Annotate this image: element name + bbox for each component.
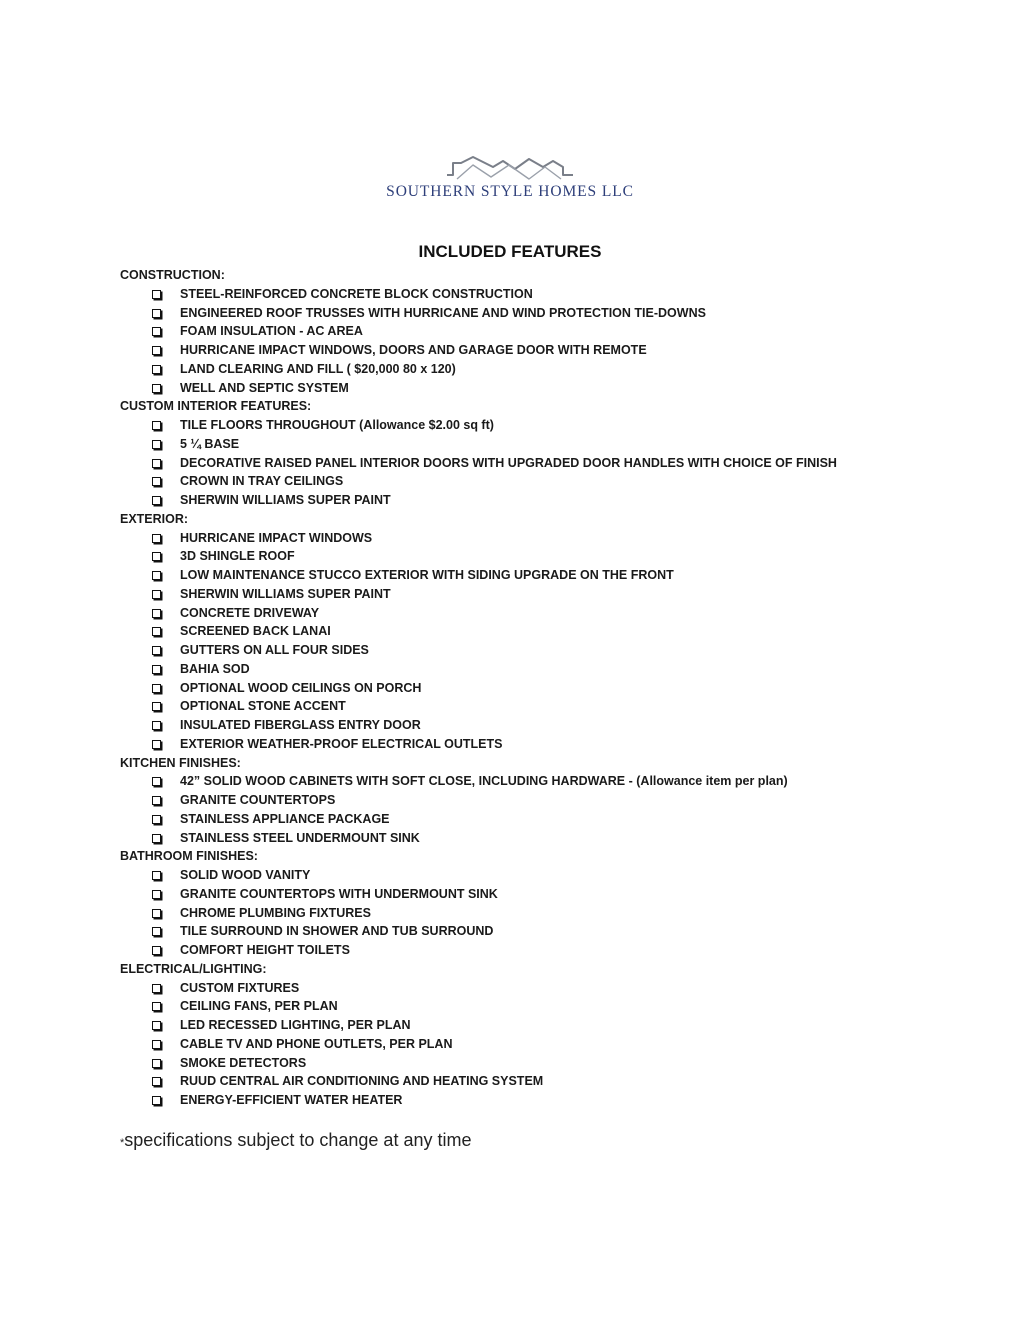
checkbox-bullet-icon: [152, 984, 161, 993]
section-heading: BATHROOM FINISHES:: [120, 849, 258, 864]
company-name: SOUTHERN STYLE HOMES LLC: [386, 183, 634, 200]
list-item-text: 3D SHINGLE ROOF: [180, 549, 295, 564]
list-item: [120, 472, 980, 491]
list-item: [120, 810, 980, 829]
list-item-text: BAHIA SOD: [180, 661, 250, 676]
section-heading: ELECTRICAL/LIGHTING:: [120, 961, 267, 976]
checkbox-bullet-icon: [152, 834, 161, 843]
list-item: [120, 1035, 980, 1054]
checkbox-bullet-icon: [152, 740, 161, 749]
list-item: [120, 735, 980, 754]
checkbox-bullet-icon: [152, 1059, 161, 1068]
checkbox-bullet-icon: [152, 552, 161, 561]
list-item: [120, 585, 980, 604]
list-item: [120, 360, 980, 379]
list-item: [120, 829, 980, 848]
checkbox-bullet-icon: [152, 309, 161, 318]
list-item-text: HURRICANE IMPACT WINDOWS: [180, 530, 373, 545]
list-item-text: INSULATED FIBERGLASS ENTRY DOOR: [180, 718, 421, 732]
list-item: [120, 660, 980, 679]
checkbox-bullet-icon: [152, 721, 161, 730]
list-item: [120, 941, 980, 960]
checkbox-bullet-icon: [152, 440, 161, 449]
list-item-text: GRANITE COUNTERTOPS WITH UNDERMOUNT SINK: [180, 886, 498, 901]
list-item-text: CHROME PLUMBING FIXTURES: [180, 905, 371, 920]
list-item-text: WELL AND SEPTIC SYSTEM: [180, 380, 349, 395]
list-item-text: TILE FLOORS THROUGHOUT (Allowance $2.00 sq ft): [180, 418, 494, 432]
list-item-text: GUTTERS ON ALL FOUR SIDES: [180, 643, 369, 657]
checkbox-bullet-icon: [152, 777, 161, 786]
list-item-text: HURRICANE IMPACT WINDOWS, DOORS AND GARAGE DOOR WITH REMOTE: [180, 343, 647, 357]
list-item: [120, 1072, 980, 1091]
list-item: [120, 416, 980, 435]
list-item: [120, 997, 980, 1016]
list-item-text: DECORATIVE RAISED PANEL INTERIOR DOORS WITH UPGRADED DOOR HANDLES WITH CHOICE OF FINISH: [180, 455, 837, 470]
list-item: [120, 435, 980, 454]
list-item: [120, 566, 980, 585]
checkbox-bullet-icon: [152, 909, 161, 918]
list-item-text: FOAM INSULATION - AC AREA: [180, 324, 363, 339]
list-item-text: LAND CLEARING AND FILL ( $20,000 80 x 120): [180, 361, 456, 376]
list-item-text: SHERWIN WILLIAMS SUPER PAINT: [180, 586, 391, 601]
list-item: [120, 341, 980, 360]
list-item: [120, 604, 980, 623]
list-item-text: GRANITE COUNTERTOPS: [180, 793, 336, 807]
list-item: [120, 922, 980, 941]
footnote-text: specifications subject to change at any time: [124, 1130, 472, 1150]
list-item: [120, 379, 980, 398]
list-item-text: LED RECESSED LIGHTING, PER PLAN: [180, 1018, 411, 1032]
list-item-text: TILE SURROUND IN SHOWER AND TUB SURROUND: [180, 924, 494, 939]
list-item-text: STAINLESS APPLIANCE PACKAGE: [180, 811, 390, 826]
list-item-text: OPTIONAL STONE ACCENT: [180, 699, 346, 714]
checkbox-bullet-icon: [152, 327, 161, 336]
section-heading: EXTERIOR:: [120, 511, 189, 526]
checkbox-bullet-icon: [152, 1002, 161, 1011]
list-item: [120, 622, 980, 641]
checkbox-bullet-icon: [152, 946, 161, 955]
checkbox-bullet-icon: [152, 590, 161, 599]
checkbox-bullet-icon: [152, 421, 161, 430]
list-item: [120, 866, 980, 885]
features-list: [120, 266, 980, 1110]
list-item-text: 42” SOLID WOOD CABINETS WITH SOFT CLOSE, INCLUDING HARDWARE - (Allowance item per plan): [180, 774, 788, 789]
checkbox-bullet-icon: [152, 927, 161, 936]
list-item-text: SCREENED BACK LANAI: [180, 624, 331, 639]
list-item-text: CEILING FANS, PER PLAN: [180, 999, 338, 1014]
list-item: [120, 772, 980, 791]
list-item: [120, 979, 980, 998]
checkbox-bullet-icon: [152, 459, 161, 468]
checkbox-bullet-icon: [152, 1096, 161, 1105]
checkbox-bullet-icon: [152, 1040, 161, 1049]
checkbox-bullet-icon: [152, 1021, 161, 1030]
checkbox-bullet-icon: [152, 702, 161, 711]
list-item: [120, 1016, 980, 1035]
checkbox-bullet-icon: [152, 365, 161, 374]
list-item: [120, 285, 980, 304]
footnote: [120, 1130, 471, 1151]
checkbox-bullet-icon: [152, 871, 161, 880]
list-item-text: 5 ¼ BASE: [180, 436, 240, 451]
list-item: [120, 791, 980, 810]
section-heading: CUSTOM INTERIOR FEATURES:: [120, 399, 312, 414]
list-item-text: ENGINEERED ROOF TRUSSES WITH HURRICANE AND WIND PROTECTION TIE-DOWNS: [180, 305, 706, 320]
list-item: [120, 1054, 980, 1073]
list-item-text: CONCRETE DRIVEWAY: [180, 605, 320, 620]
list-item: [120, 697, 980, 716]
checkbox-bullet-icon: [152, 384, 161, 393]
list-item-text: SHERWIN WILLIAMS SUPER PAINT: [180, 493, 391, 507]
list-item-text: ENERGY-EFFICIENT WATER HEATER: [180, 1093, 403, 1107]
checkbox-bullet-icon: [152, 290, 161, 299]
footnote-marker: *: [120, 1137, 125, 1149]
list-item: [120, 641, 980, 660]
list-item: [120, 885, 980, 904]
section-heading: CONSTRUCTION:: [120, 268, 225, 282]
checkbox-bullet-icon: [152, 346, 161, 355]
list-item-text: OPTIONAL WOOD CEILINGS ON PORCH: [180, 680, 422, 695]
checkbox-bullet-icon: [152, 796, 161, 805]
list-item: [120, 679, 980, 698]
list-item: [120, 304, 980, 323]
checkbox-bullet-icon: [152, 534, 161, 543]
rooflines-icon: [445, 155, 575, 181]
list-item-text: STEEL-REINFORCED CONCRETE BLOCK CONSTRUCTION: [180, 286, 533, 301]
list-item-text: COMFORT HEIGHT TOILETS: [180, 943, 350, 957]
list-item-text: SOLID WOOD VANITY: [180, 868, 311, 882]
list-item-text: STAINLESS STEEL UNDERMOUNT SINK: [180, 830, 420, 845]
checkbox-bullet-icon: [152, 571, 161, 580]
list-item: [120, 904, 980, 923]
checkbox-bullet-icon: [152, 477, 161, 486]
list-item-text: RUUD CENTRAL AIR CONDITIONING AND HEATING SYSTEM: [180, 1074, 544, 1089]
checkbox-bullet-icon: [152, 609, 161, 618]
checkbox-bullet-icon: [152, 1077, 161, 1086]
checkbox-bullet-icon: [152, 815, 161, 824]
checkbox-bullet-icon: [152, 665, 161, 674]
list-item: [120, 454, 980, 473]
list-item: [120, 1091, 980, 1110]
list-item-text: CUSTOM FIXTURES: [180, 980, 300, 995]
list-item: [120, 322, 980, 341]
checkbox-bullet-icon: [152, 684, 161, 693]
list-item: [120, 491, 980, 510]
company-logo: [380, 155, 640, 205]
list-item: [120, 716, 980, 735]
list-item-text: SMOKE DETECTORS: [180, 1055, 307, 1070]
list-item: [120, 547, 980, 566]
checkbox-bullet-icon: [152, 496, 161, 505]
list-item-text: CROWN IN TRAY CEILINGS: [180, 474, 344, 489]
list-item: [120, 529, 980, 548]
checkbox-bullet-icon: [152, 646, 161, 655]
checkbox-bullet-icon: [152, 627, 161, 636]
checkbox-bullet-icon: [152, 890, 161, 899]
page-title: INCLUDED FEATURES: [418, 242, 602, 261]
list-item-text: EXTERIOR WEATHER-PROOF ELECTRICAL OUTLETS: [180, 736, 503, 751]
section-heading: KITCHEN FINISHES:: [120, 755, 241, 770]
list-item-text: LOW MAINTENANCE STUCCO EXTERIOR WITH SIDING UPGRADE ON THE FRONT: [180, 568, 674, 582]
list-item-text: CABLE TV AND PHONE OUTLETS, PER PLAN: [180, 1036, 453, 1051]
